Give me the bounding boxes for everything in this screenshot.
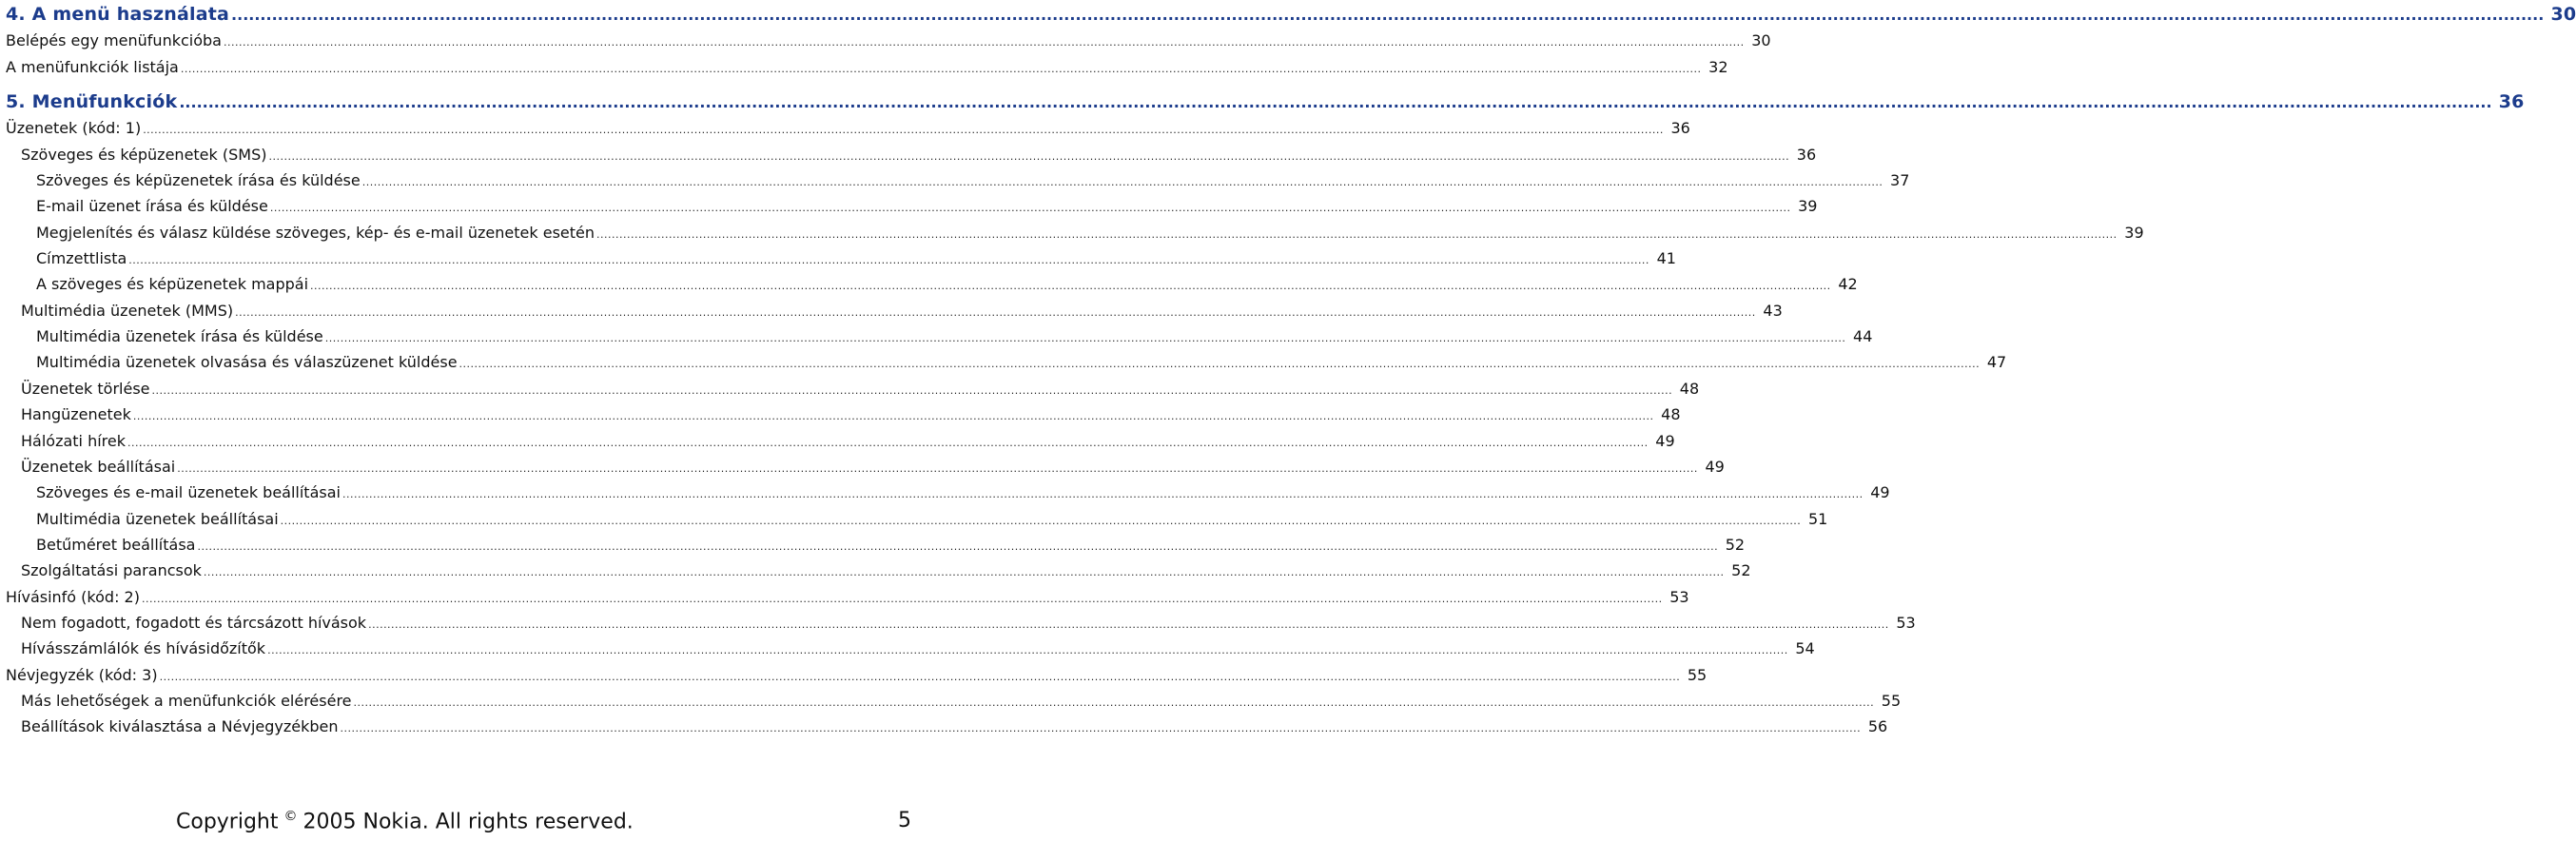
toc-page-number: 56: [1867, 717, 1888, 736]
toc-dot-leader: ................................................................................................................................................................................................................................................................................................................................................................................................................: [361, 176, 1883, 189]
toc-entry[interactable]: [6, 610, 1916, 636]
copyright-symbol: ©: [283, 809, 298, 824]
toc-entry[interactable]: [6, 714, 1888, 739]
toc-dot-leader: ................................................................................................................................................................................................................................................................................................................................................................................................................: [340, 722, 1862, 735]
copyright-prefix: Copyright: [176, 810, 279, 834]
toc-entry-title: Más lehetőségek a menüfunkciók elérésére: [21, 691, 352, 710]
toc-entry-title: 5. Menüfunkciók: [6, 91, 178, 113]
toc-dot-leader: ................................................................................................................................................................................................................................................................................................................................................................................................................: [459, 358, 1981, 371]
toc-page-number: 49: [1705, 457, 1725, 476]
toc-entry[interactable]: [6, 688, 1902, 714]
toc-dot-leader: ................................................................................................................................................................................................................................................................................................................................................................................................................: [159, 670, 1681, 683]
toc-entry-title: Multimédia üzenetek beállításai: [36, 509, 279, 528]
toc-page-number: 36: [1796, 145, 1817, 164]
toc-entry-title: Nem fogadott, fogadott és tárcsázott hívások: [21, 613, 367, 632]
toc-dot-leader: ................................................................................................................................................................................................................................................................................................................................................................................................................: [267, 644, 1788, 657]
toc-entry-title: Szöveges és e-mail üzenetek beállításai: [36, 483, 341, 502]
toc-dot-leader: ................................................................................................................................................................................................................................................................................................................................................................................................................: [128, 254, 1649, 267]
toc-entry-title: Hálózati hírek: [21, 431, 126, 450]
toc-page-number: 39: [2124, 223, 2144, 242]
toc-entry[interactable]: [6, 401, 1681, 427]
toc-page-number: 55: [1881, 691, 1902, 710]
toc-entry[interactable]: [6, 323, 1873, 349]
toc-entry-title: Hívásszámlálók és hívásidőzítők: [21, 639, 266, 658]
toc-entry[interactable]: [6, 480, 1890, 505]
toc-entry[interactable]: [6, 115, 1690, 141]
table-of-contents: [6, 2, 2576, 740]
toc-entry[interactable]: [6, 662, 1708, 688]
toc-entry-title: Beállítások kiválasztása a Névjegyzékben: [21, 717, 339, 736]
toc-entry-title: Hívásinfó (kód: 2): [6, 587, 140, 606]
toc-dot-leader: ................................................................................................................................................................................................................................................................................................................................................................................................................: [197, 539, 1719, 553]
toc-entry[interactable]: [6, 376, 1700, 401]
toc-page-number: 55: [1687, 665, 1708, 684]
toc-entry-title: Névjegyzék (kód: 3): [6, 665, 158, 684]
toc-entry[interactable]: [6, 54, 1728, 80]
toc-entry[interactable]: [6, 142, 1817, 167]
toc-dot-leader: ................................................................................................................................................................................................................................................................................................................................................................................................................: [268, 149, 1790, 163]
toc-page-number: 30: [2550, 4, 2576, 25]
toc-page-number: 48: [1679, 379, 1700, 398]
toc-entry-title: 4. A menü használata: [6, 4, 230, 25]
toc-entry[interactable]: [6, 167, 1910, 193]
toc-entry-title: E-mail üzenet írása és küldése: [36, 197, 268, 216]
toc-chapter-heading[interactable]: [6, 89, 2525, 115]
toc-page-number: 44: [1853, 327, 1873, 346]
toc-page-number: 52: [1731, 561, 1751, 580]
toc-entry-title: Betűméret beállítása: [36, 535, 196, 554]
toc-entry-title: Szolgáltatási parancsok: [21, 561, 202, 580]
toc-entry[interactable]: [6, 558, 1751, 583]
toc-page-number: 36: [2498, 91, 2525, 113]
toc-page-number: 53: [1896, 613, 1916, 632]
toc-page-number: 42: [1838, 275, 1858, 294]
page-footer: [0, 809, 913, 841]
toc-dot-leader: ................................................................................................................................................................................................................................................................................................................................................................................................................: [179, 93, 2492, 112]
toc-page-number: 47: [1986, 353, 2007, 372]
toc-entry[interactable]: [6, 349, 2007, 375]
toc-entry[interactable]: [6, 532, 1746, 558]
toc-dot-leader: ................................................................................................................................................................................................................................................................................................................................................................................................................: [342, 488, 1864, 501]
toc-dot-leader: ................................................................................................................................................................................................................................................................................................................................................................................................................: [141, 592, 1663, 605]
toc-chapter-heading[interactable]: [6, 2, 2576, 28]
toc-entry-title: Címzettlista: [36, 249, 127, 268]
toc-entry[interactable]: [6, 506, 1828, 532]
toc-entry[interactable]: [6, 584, 1689, 610]
toc-entry-title: Üzenetek (kód: 1): [6, 119, 142, 138]
toc-entry-title: Belépés egy menüfunkcióba: [6, 31, 222, 50]
toc-entry-title: Multimédia üzenetek olvasása és válaszüzenet küldése: [36, 353, 458, 372]
toc-entry-title: Multimédia üzenetek írása és küldése: [36, 327, 323, 346]
toc-page-number: 54: [1795, 639, 1815, 658]
toc-page-number: 49: [1655, 431, 1675, 450]
toc-entry[interactable]: [6, 220, 2144, 245]
toc-page-number: 49: [1870, 483, 1890, 502]
toc-page-number: 52: [1725, 535, 1746, 554]
toc-dot-leader: ................................................................................................................................................................................................................................................................................................................................................................................................................: [223, 36, 1745, 49]
toc-entry[interactable]: [6, 636, 1815, 661]
toc-dot-leader: ................................................................................................................................................................................................................................................................................................................................................................................................................: [143, 124, 1664, 137]
toc-entry[interactable]: [6, 28, 1771, 53]
toc-page-number: 43: [1763, 301, 1783, 320]
toc-entry[interactable]: [6, 454, 1725, 480]
toc-entry-title: Szöveges és képüzenetek írása és küldése: [36, 171, 361, 190]
toc-entry-title: Üzenetek beállításai: [21, 457, 176, 476]
toc-dot-leader: ................................................................................................................................................................................................................................................................................................................................................................................................................: [324, 332, 1846, 345]
toc-entry-title: Hangüzenetek: [21, 405, 131, 424]
toc-entry[interactable]: [6, 428, 1675, 454]
toc-page-number: 37: [1890, 171, 1910, 190]
toc-entry-title: A menüfunkciók listája: [6, 57, 179, 76]
toc-dot-leader: ................................................................................................................................................................................................................................................................................................................................................................................................................: [177, 461, 1698, 475]
toc-page-number: 39: [1798, 197, 1818, 216]
toc-entry-title: Multimédia üzenetek (MMS): [21, 301, 234, 320]
toc-dot-leader: ................................................................................................................................................................................................................................................................................................................................................................................................................: [596, 227, 2117, 241]
toc-dot-leader: ................................................................................................................................................................................................................................................................................................................................................................................................................: [180, 62, 1702, 75]
toc-page-number: 41: [1656, 249, 1676, 268]
toc-entry-title: Üzenetek törlése: [21, 379, 150, 398]
toc-dot-leader: ................................................................................................................................................................................................................................................................................................................................................................................................................: [310, 280, 1831, 293]
toc-entry-title: Szöveges és képüzenetek (SMS): [21, 145, 267, 164]
toc-dot-leader: ................................................................................................................................................................................................................................................................................................................................................................................................................: [203, 566, 1725, 579]
toc-dot-leader: ................................................................................................................................................................................................................................................................................................................................................................................................................: [127, 436, 1649, 449]
toc-page-number: 53: [1669, 587, 1689, 606]
toc-page-number: 30: [1751, 31, 1771, 50]
toc-page-number: 36: [1670, 119, 1690, 138]
toc-entry[interactable]: [6, 271, 1858, 297]
toc-dot-leader: ................................................................................................................................................................................................................................................................................................................................................................................................................: [132, 410, 1654, 423]
page-number: 5: [898, 809, 911, 832]
toc-dot-leader: ................................................................................................................................................................................................................................................................................................................................................................................................................: [353, 695, 1875, 709]
toc-dot-leader: ................................................................................................................................................................................................................................................................................................................................................................................................................: [231, 6, 2545, 24]
toc-entry[interactable]: [6, 245, 1676, 271]
toc-dot-leader: ................................................................................................................................................................................................................................................................................................................................................................................................................: [280, 514, 1802, 527]
toc-entry[interactable]: [6, 193, 1818, 219]
toc-dot-leader: ................................................................................................................................................................................................................................................................................................................................................................................................................: [368, 617, 1889, 631]
toc-page-number: 51: [1807, 509, 1828, 528]
toc-dot-leader: ................................................................................................................................................................................................................................................................................................................................................................................................................: [269, 202, 1791, 215]
toc-dot-leader: ................................................................................................................................................................................................................................................................................................................................................................................................................: [235, 305, 1756, 319]
toc-page-number: 48: [1661, 405, 1681, 424]
toc-page-number: 32: [1708, 57, 1728, 76]
toc-entry[interactable]: [6, 298, 1783, 323]
toc-dot-leader: ................................................................................................................................................................................................................................................................................................................................................................................................................: [151, 383, 1673, 397]
toc-entry-title: Megjelenítés és válasz küldése szöveges, kép- és e-mail üzenetek esetén: [36, 223, 595, 242]
copyright-text: 2005 Nokia. All rights reserved.: [302, 810, 634, 834]
toc-entry-title: A szöveges és képüzenetek mappái: [36, 275, 309, 294]
copyright-notice: [176, 809, 634, 833]
